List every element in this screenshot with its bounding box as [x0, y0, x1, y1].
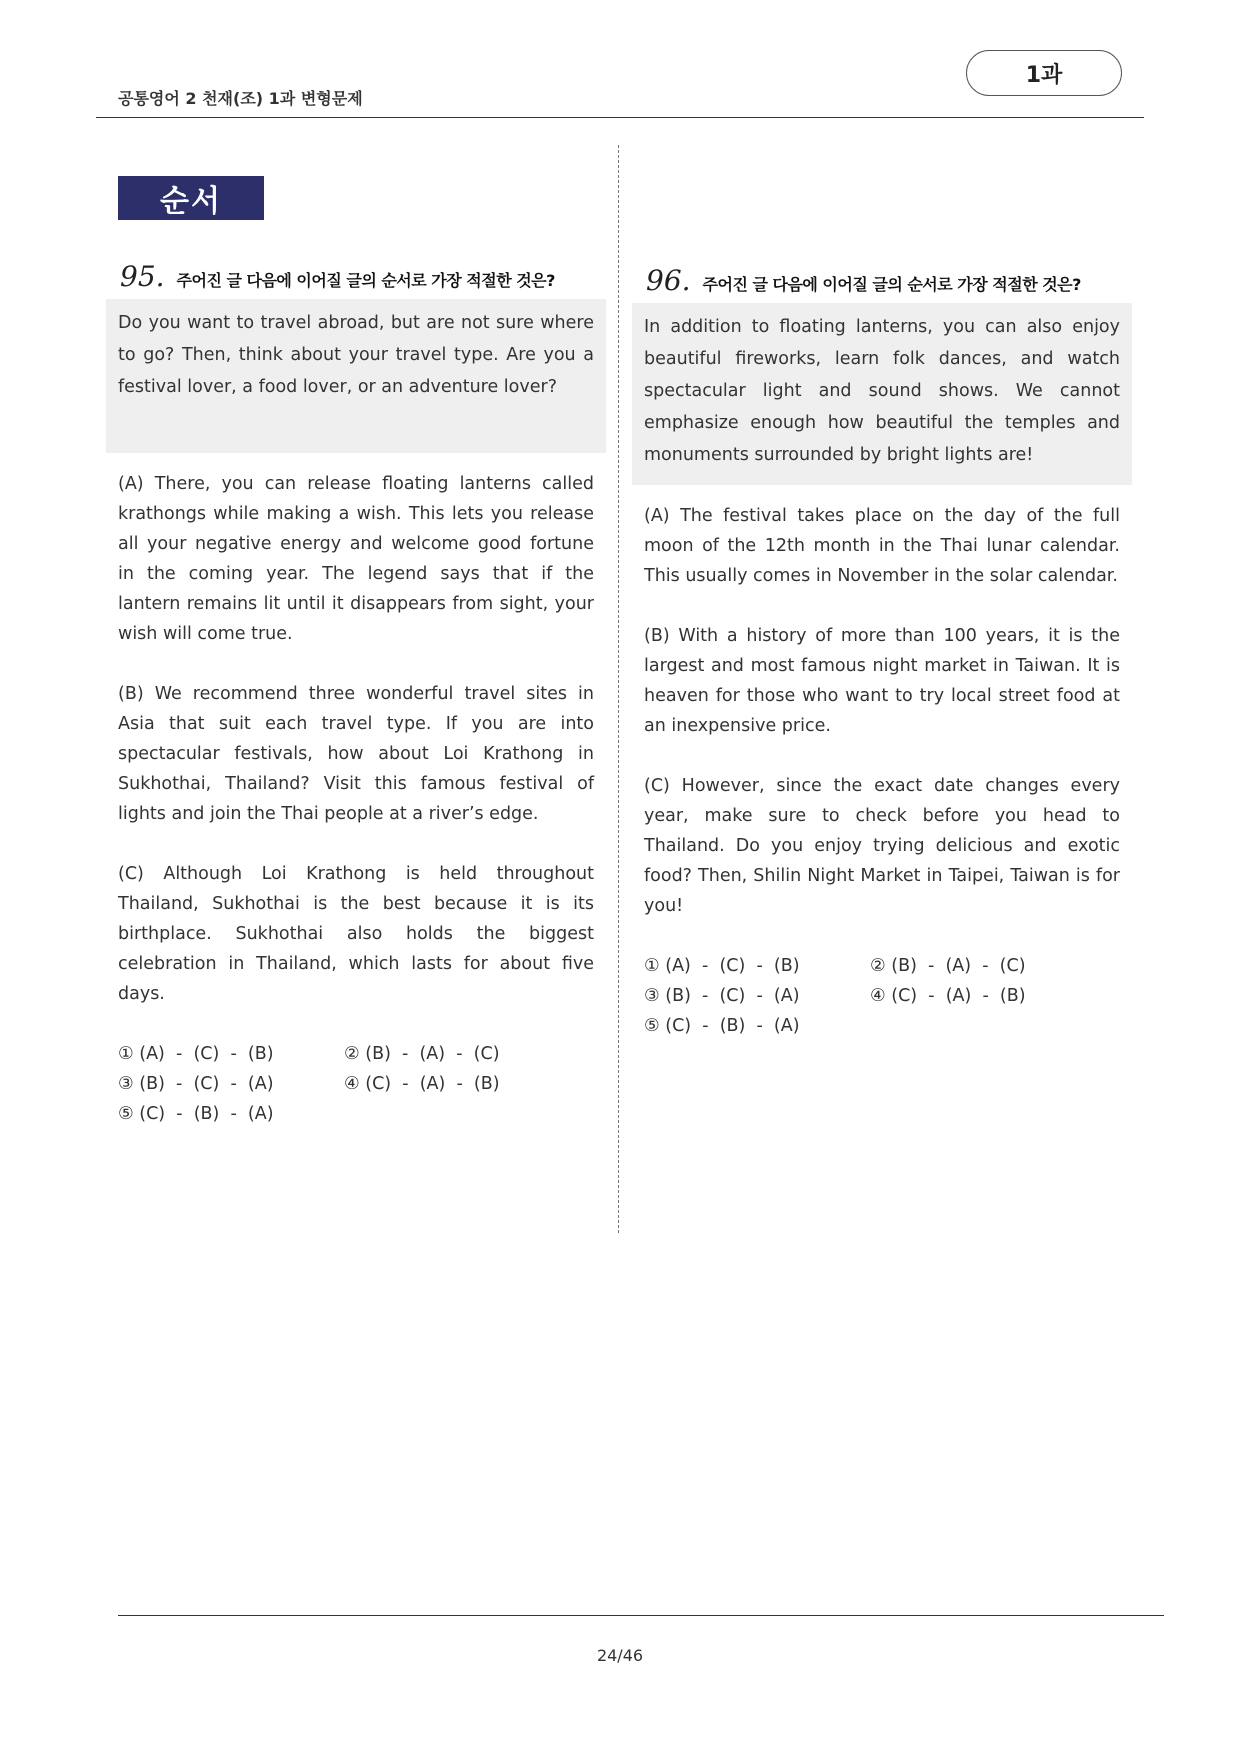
question-prompt: 주어진 글 다음에 이어질 글의 순서로 가장 적절한 것은?: [702, 275, 1081, 294]
paragraph-b: (B) With a history of more than 100 years, it is the largest and most famous night market in Taiwan. It is heaven for those who want to try local street food at an inexpensive price.: [644, 626, 1120, 736]
lesson-badge: 1과: [966, 50, 1122, 96]
page-number: 24/46: [596, 1646, 644, 1665]
paragraph-b: (B) We recommend three wonderful travel sites in Asia that suit each travel type. If you are into spectacular festivals, how about Loi Krathong in Sukhothai, Thailand? Visit this famous festival of lights and join the Thai people at a river’s edge.: [118, 684, 594, 824]
answer-option-4[interactable]: ④ (C) - (A) - (B): [344, 1074, 500, 1094]
paragraph-c: (C) Although Loi Krathong is held throughout Thailand, Sukhothai is the best because it is its birthplace. Sukhothai also holds the biggest celebration in Thailand, which lasts for about five days.: [118, 864, 594, 1004]
question-number: 96.: [646, 264, 691, 297]
given-passage: Do you want to travel abroad, but are not sure where to go? Then, think about your travel type. Are you a festival lover, a food lover, or an adventure lover?: [106, 299, 606, 453]
header-rule: [96, 117, 1144, 118]
paragraph-a: (A) There, you can release floating lanterns called krathongs while making a wish. This lets you release all your negative energy and welcome good fortune in the coming year. The legend says that if the lantern remains lit until it disappears from sight, your wish will come true.: [118, 474, 594, 644]
footer-rule: [118, 1615, 1164, 1616]
column-divider: [618, 145, 619, 1233]
paragraph-a: (A) The festival takes place on the day of the full moon of the 12th month in the Thai lunar calendar. This usually comes in November in the solar calendar.: [644, 506, 1120, 586]
answer-option-2[interactable]: ② (B) - (A) - (C): [870, 956, 1026, 976]
paragraph-c: (C) However, since the exact date changes every year, make sure to check before you head to Thailand. Do you enjoy trying delicious and exotic food? Then, Shilin Night Market in Taipei, Taiwan is for you!: [644, 776, 1120, 916]
answer-options: [644, 951, 1120, 1041]
answer-options: [118, 1039, 594, 1129]
answer-option-5[interactable]: ⑤ (C) - (B) - (A): [118, 1104, 274, 1124]
answer-option-4[interactable]: ④ (C) - (A) - (B): [870, 986, 1026, 1006]
document-header-title: 공통영어 2 천재(조) 1과 변형문제: [118, 89, 363, 108]
question-95: [106, 260, 606, 1129]
answer-option-2[interactable]: ② (B) - (A) - (C): [344, 1044, 500, 1064]
answer-option-3[interactable]: ③ (B) - (C) - (A): [644, 986, 800, 1006]
given-passage: In addition to floating lanterns, you can also enjoy beautiful fireworks, learn folk dances, and watch spectacular light and sound shows. We cannot emphasize enough how beautiful the temples and monuments surrounded by bright lights are!: [632, 303, 1132, 485]
question-header: [120, 260, 606, 293]
question-header: [646, 264, 1132, 297]
answer-option-1[interactable]: ① (A) - (C) - (B): [644, 956, 800, 976]
question-prompt: 주어진 글 다음에 이어질 글의 순서로 가장 적절한 것은?: [176, 271, 555, 290]
answer-option-3[interactable]: ③ (B) - (C) - (A): [118, 1074, 274, 1094]
answer-option-5[interactable]: ⑤ (C) - (B) - (A): [644, 1016, 800, 1036]
question-96: [632, 264, 1132, 1041]
question-number: 95.: [120, 260, 165, 293]
section-label: 순서: [118, 176, 264, 220]
answer-option-1[interactable]: ① (A) - (C) - (B): [118, 1044, 274, 1064]
